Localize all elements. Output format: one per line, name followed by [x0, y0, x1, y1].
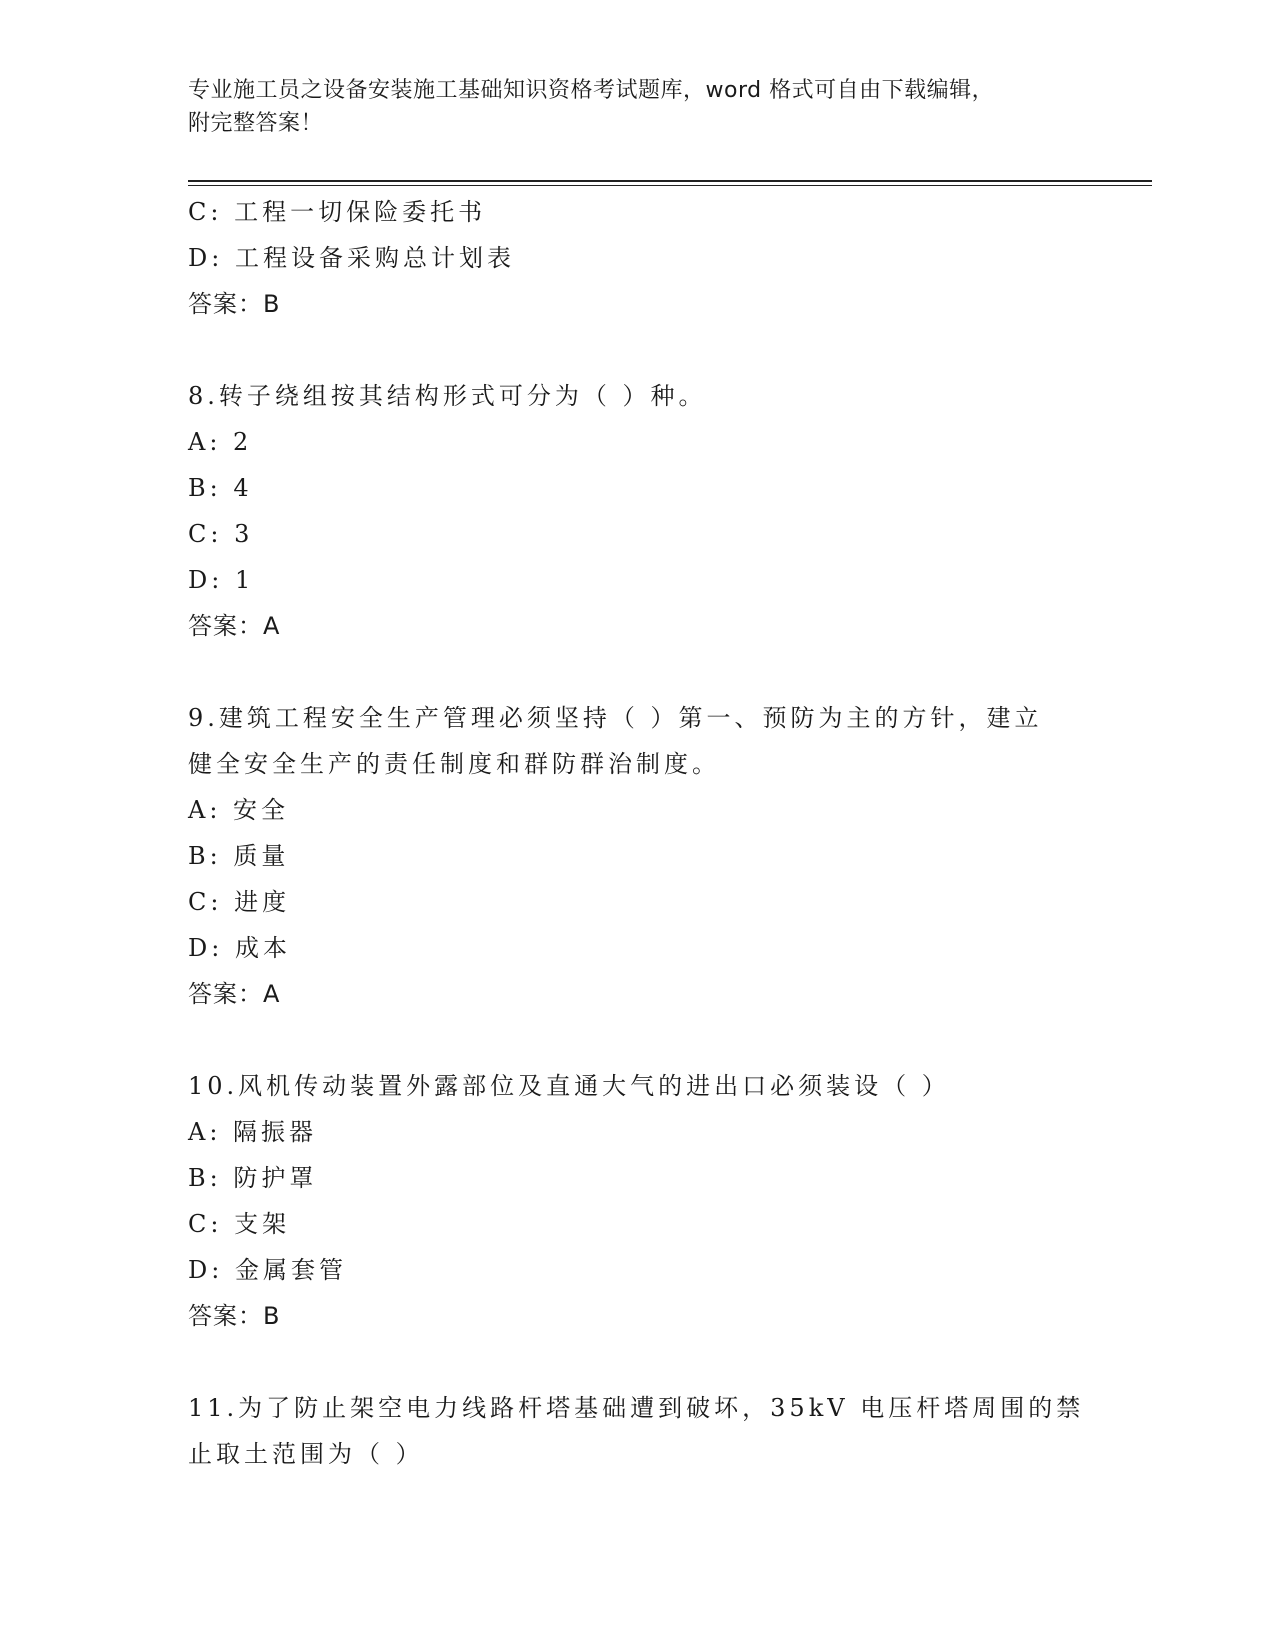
question-stem: 10.风机传动装置外露部位及直通大气的进出口必须装设（ ） [188, 1072, 950, 1100]
answer-line: 答案：A [188, 980, 281, 1008]
option-c: C: 工程一切保险委托书 [188, 198, 487, 226]
question-stem: 9.建筑工程安全生产管理必须坚持（ ）第一、预防为主的方针，建立 [188, 704, 1043, 732]
option-d: D: 金属套管 [188, 1256, 347, 1284]
document-header [188, 74, 1088, 140]
question-9 [188, 695, 1088, 1017]
option-c: C: 3 [188, 520, 254, 548]
answer-line: 答案：A [188, 612, 281, 640]
header-divider-thick [188, 180, 1152, 182]
option-b: B: 防护罩 [188, 1164, 318, 1192]
header-line-2: 附完整答案！ [188, 111, 324, 136]
answer-line: 答案：B [188, 290, 281, 318]
header-line-1: 专业施工员之设备安装施工基础知识资格考试题库，word 格式可自由下载编辑， [188, 78, 995, 103]
option-b: B: 质量 [188, 842, 290, 870]
answer-line: 答案：B [188, 1302, 281, 1330]
option-a: A: 安全 [188, 796, 290, 824]
question-11 [188, 1385, 1088, 1477]
spacer [188, 649, 1088, 695]
option-a: A: 2 [188, 428, 253, 456]
option-c: C: 进度 [188, 888, 291, 916]
question-stem: 11.为了防止架空电力线路杆塔基础遭到破坏，35kV 电压杆塔周围的禁 [188, 1394, 1085, 1422]
spacer [188, 327, 1088, 373]
header-divider-thin [188, 185, 1152, 186]
option-b: B: 4 [188, 474, 253, 502]
question-stem-continued: 止取土范围为（ ） [188, 1440, 424, 1468]
option-c: C: 支架 [188, 1210, 291, 1238]
question-body [188, 189, 1088, 1477]
option-d: D: 工程设备采购总计划表 [188, 244, 515, 272]
option-a: A: 隔振器 [188, 1118, 318, 1146]
spacer [188, 1017, 1088, 1063]
option-d: D: 成本 [188, 934, 291, 962]
question-7-continuation [188, 189, 1088, 327]
question-stem: 8.转子绕组按其结构形式可分为（ ）种。 [188, 382, 707, 410]
question-8 [188, 373, 1088, 649]
spacer [188, 1339, 1088, 1385]
option-d: D: 1 [188, 566, 255, 594]
question-10 [188, 1063, 1088, 1339]
question-stem-continued: 健全安全生产的责任制度和群防群治制度。 [188, 750, 720, 778]
